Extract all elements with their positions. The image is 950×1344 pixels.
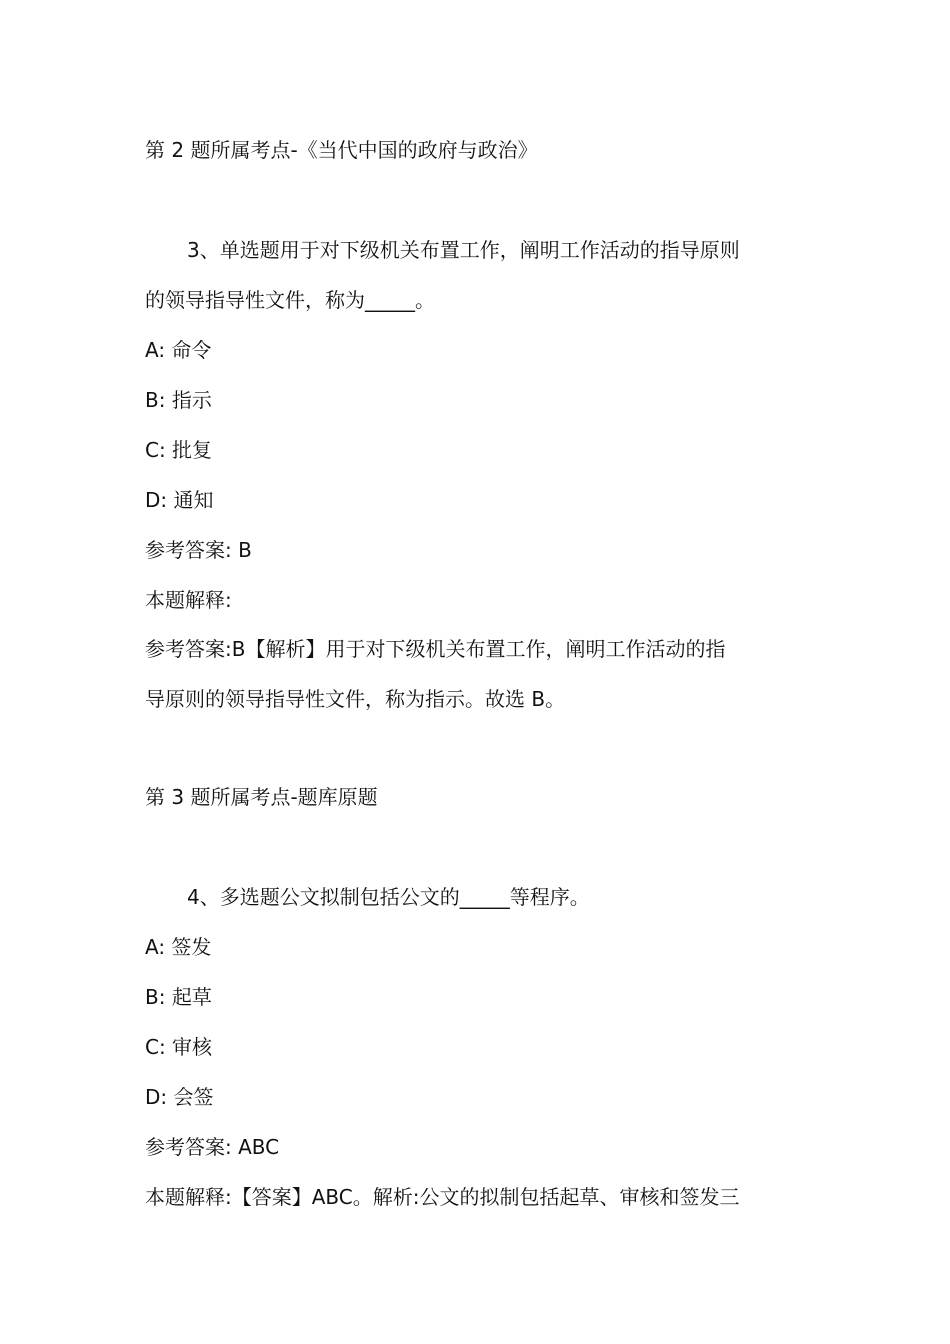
q2-topic: 第 2 题所属考点-《当代中国的政府与政治》	[145, 138, 538, 162]
q3-explanation-line1: 参考答案:B【解析】用于对下级机关布置工作，阐明工作活动的指	[145, 637, 726, 661]
q4-option-d: D: 会签	[145, 1085, 214, 1109]
q3-stem-line1: 3、单选题用于对下级机关布置工作，阐明工作活动的指导原则	[187, 238, 740, 262]
q3-explanation-label: 本题解释:	[145, 588, 232, 612]
q3-stem-line2: 的领导指导性文件，称为_____。	[145, 288, 435, 312]
q3-option-b: B: 指示	[145, 388, 212, 412]
q3-explanation-line2: 导原则的领导指导性文件，称为指示。故选 B。	[145, 687, 566, 711]
q4-answer: 参考答案: ABC	[145, 1135, 280, 1159]
q3-answer: 参考答案: B	[145, 538, 252, 562]
q3-option-c: C: 批复	[145, 438, 213, 462]
q3-option-d: D: 通知	[145, 488, 214, 512]
q4-explanation-line1: 本题解释:【答案】ABC。解析:公文的拟制包括起草、审核和签发三	[145, 1185, 740, 1209]
q4-option-a: A: 签发	[145, 935, 212, 959]
q4-stem: 4、多选题公文拟制包括公文的_____等程序。	[187, 885, 590, 909]
q4-option-c: C: 审核	[145, 1035, 213, 1059]
q3-topic: 第 3 题所属考点-题库原题	[145, 785, 378, 809]
q4-option-b: B: 起草	[145, 985, 212, 1009]
q3-option-a: A: 命令	[145, 338, 212, 362]
